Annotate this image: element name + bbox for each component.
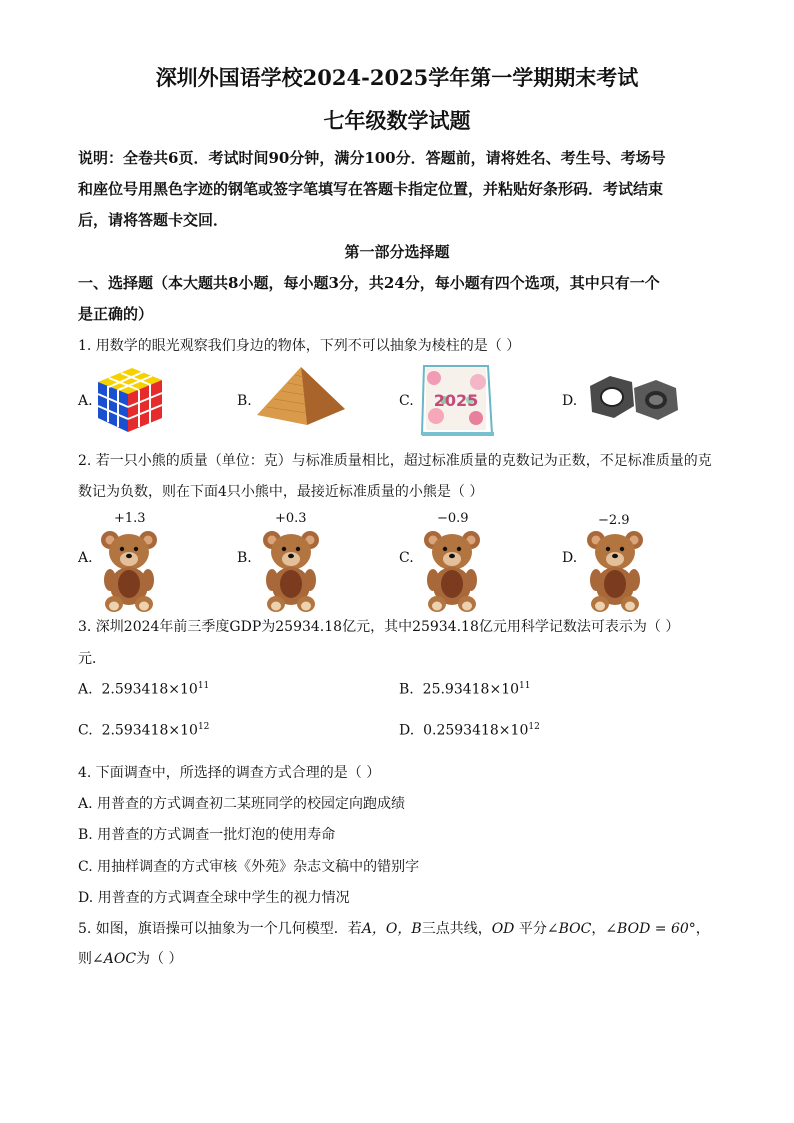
q3-option-c: [78, 722, 209, 739]
question-2-stem-line-2: 数记为负数，则在下面4只小熊中，最接近标准质量的小熊是（ ）: [78, 484, 484, 500]
q4-option-d: D. 用普查的方式调查全球中学生的视力情况: [78, 890, 350, 906]
question-5-stem-line-1: [78, 918, 710, 938]
q5-separator: ，: [591, 921, 606, 937]
q1-option-c-label: C.: [399, 393, 414, 409]
q5-stem-part-c: 平分: [518, 921, 547, 937]
calendar-year-text: 2025: [433, 391, 479, 410]
q3-option-c-letter: C.: [78, 722, 93, 739]
q3-option-c-exponent: 12: [197, 722, 210, 732]
q5-angle-boc: ∠BOC: [546, 921, 592, 937]
q5-stem-part-b: 三点共线，: [421, 921, 492, 937]
teddy-bear-b-icon: [260, 528, 322, 614]
bear-c-mass-label: −0.9: [437, 511, 469, 526]
q1-option-a-label: A.: [78, 393, 93, 409]
q5-stem-part-a: 5. 如图，旗语操可以抽象为一个几何模型．若: [78, 921, 362, 937]
teddy-bear-a-icon: [98, 528, 160, 614]
bear-d-mass-label: −2.9: [598, 513, 630, 528]
q5-line2-part-b: 为（ ）: [136, 951, 183, 967]
q4-option-a: A. 用普查的方式调查初二某班同学的校园定向跑成绩: [78, 796, 406, 812]
pyramid-icon: [255, 365, 347, 427]
section-heading-line-1: 一、选择题（本大题共8小题，每小题3分，共24分，每小题有四个选项，其中只有一个: [78, 274, 660, 292]
question-2-stem-line-1: 2. 若一只小熊的质量（单位：克）与标准质量相比，超过标准质量的克数记为正数，不足标准质量的克: [78, 453, 712, 469]
q5-points: A，O，B: [361, 921, 422, 937]
bear-a-mass-label: +1.3: [114, 511, 146, 526]
q5-end: ，: [695, 921, 710, 937]
q4-option-c: C. 用抽样调查的方式审核《外苑》杂志文稿中的错别字: [78, 859, 420, 875]
q3-option-d-base: 0.2593418×10: [423, 722, 529, 739]
question-3-stem-line-1: 3. 深圳2024年前三季度GDP为25934.18亿元，其中25934.18亿元用科学记数法可表示为（ ）: [78, 619, 680, 635]
q2-option-d-label: D.: [562, 550, 578, 566]
q3-option-b-base: 25.93418×10: [422, 681, 520, 698]
q2-option-c-label: C.: [399, 550, 414, 566]
q5-angle-aoc: ∠AOC: [92, 951, 137, 967]
q3-option-b-exponent: 11: [519, 681, 531, 691]
hex-nuts-icon: [580, 372, 684, 424]
question-1-stem: 1. 用数学的眼光观察我们身边的物体，下列不可以抽象为棱柱的是（ ）: [78, 338, 521, 354]
question-3-stem-line-2: 元．: [78, 651, 106, 667]
part-heading: 第一部分选择题: [344, 243, 450, 261]
desk-calendar-icon: [420, 360, 496, 436]
q5-angle-bod: ∠BOD = 60°: [605, 921, 696, 937]
exam-title: 深圳外国语学校2024-2025学年第一学期期末考试: [155, 65, 639, 90]
q3-option-c-base: 2.593418×10: [101, 722, 198, 739]
q3-option-d: [399, 722, 540, 739]
instructions-line-2: 和座位号用黑色字迹的钢笔或签字笔填写在答题卡指定位置，并粘贴好条形码．考试结束: [78, 180, 664, 198]
q4-option-b: B. 用普查的方式调查一批灯泡的使用寿命: [78, 827, 336, 843]
teddy-bear-d-icon: [584, 528, 646, 614]
q2-option-a-label: A.: [78, 550, 93, 566]
teddy-bear-c-icon: [421, 528, 483, 614]
q3-option-a-letter: A.: [78, 681, 93, 698]
q1-option-b-label: B.: [237, 393, 252, 409]
q3-option-d-exponent: 12: [528, 722, 540, 732]
instructions-line-3: 后，请将答题卡交回．: [78, 211, 229, 229]
q3-option-d-letter: D.: [399, 722, 415, 739]
rubiks-cube-icon: [92, 362, 166, 434]
q3-option-b-letter: B.: [399, 681, 414, 698]
q2-option-b-label: B.: [237, 550, 252, 566]
q5-line2-part-a: 则: [78, 951, 92, 967]
q3-option-a-base: 2.593418×10: [101, 681, 198, 698]
question-4-stem: 4. 下面调查中，所选择的调查方式合理的是（ ）: [78, 765, 381, 781]
q3-option-a: [78, 681, 209, 698]
section-heading-line-2: 是正确的）: [78, 305, 154, 323]
bear-b-mass-label: +0.3: [275, 511, 307, 526]
q5-ray-od: OD: [491, 921, 515, 937]
q3-option-b: [399, 681, 530, 698]
instructions-line-1: 说明：全卷共6页．考试时间90分钟，满分100分．答题前，请将姓名、考生号、考场号: [78, 149, 666, 167]
q3-option-a-exponent: 11: [197, 681, 210, 691]
exam-subtitle: 七年级数学试题: [323, 108, 471, 133]
question-5-stem-line-2: [78, 948, 182, 968]
q1-option-d-label: D.: [562, 393, 578, 409]
